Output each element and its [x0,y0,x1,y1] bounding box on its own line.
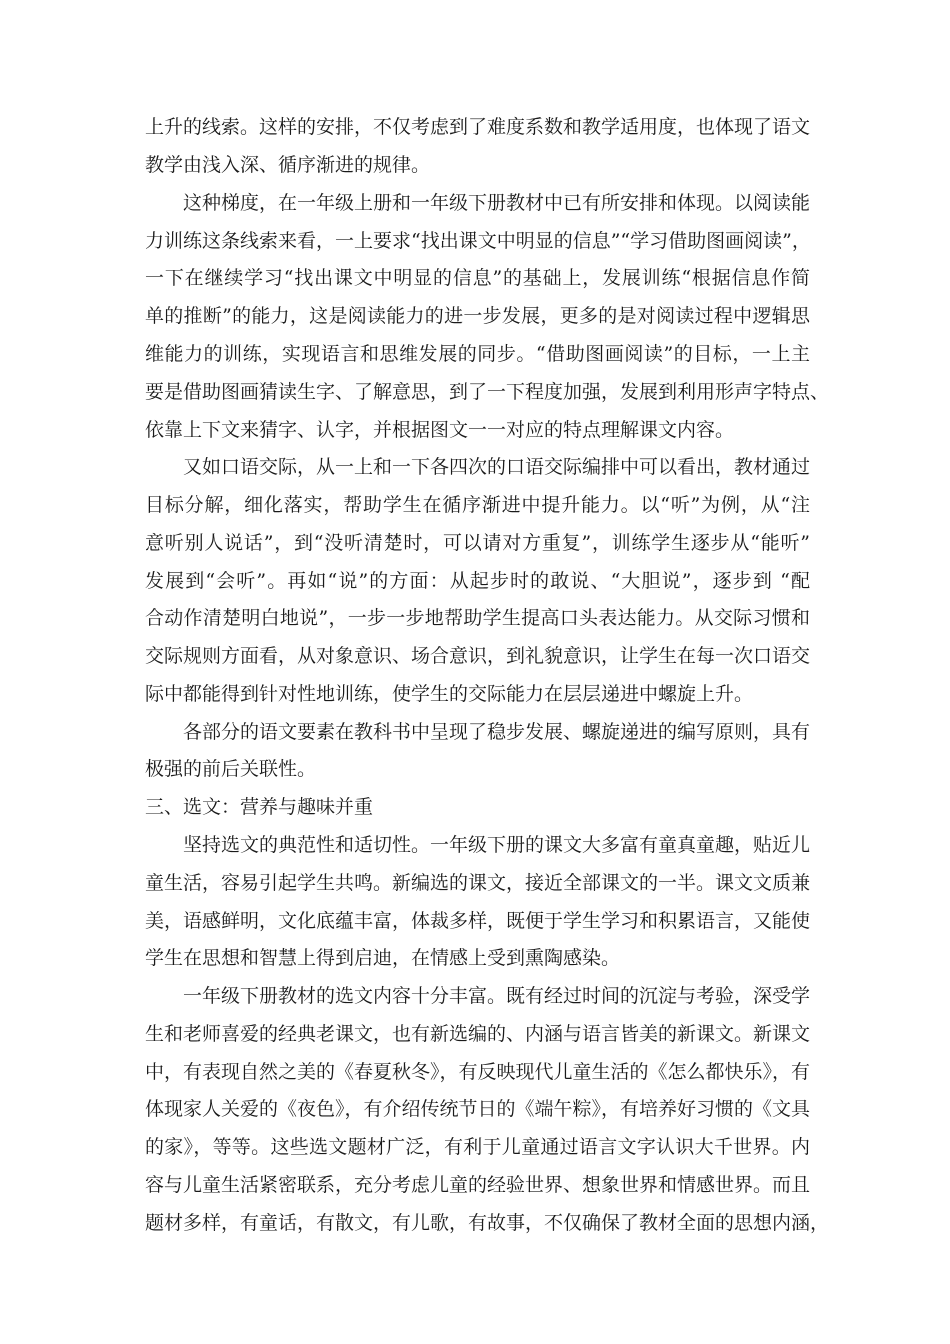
paragraph-line: 的家》，等等。这些选文题材广泛，有利于儿童通过语言文字认识大千世界。内 [145,1136,810,1158]
paragraph-line: 交际规则方面看，从对象意识、场合意识，到礼貌意识，让学生在每一次口语交 [145,645,811,667]
paragraph-line: 题材多样，有童话，有散文，有儿歌，有故事，不仅确保了教材全面的思想内涵， [145,1212,830,1234]
paragraph-line: 一下在继续学习“找出课文中明显的信息”的基础上，发展训练“根据信息作简 [145,267,810,289]
paragraph-line: 教学由浅入深、循序渐进的规律。 [145,154,431,176]
paragraph-line: 要是借助图画猜读生字、了解意思，到了一下程度加强，发展到利用形声字特点、 [145,381,830,403]
section-heading: 三、选文：营养与趣味并重 [145,796,374,818]
paragraph-line: 意听别人说话”，到“没听清楚时，可以请对方重复”，训练学生逐步从“能听” [145,532,810,554]
paragraph-line: 童生活，容易引起学生共鸣。新编选的课文，接近全部课文的一半。课文文质兼 [145,872,811,894]
paragraph-line: 体现家人关爱的《夜色》，有介绍传统节日的《端午粽》，有培养好习惯的《文具 [145,1098,811,1120]
paragraph-line: 美，语感鲜明，文化底蕴丰富，体裁多样，既便于学生学习和积累语言，又能使 [145,910,811,932]
paragraph-first-line: 这种梯度，在一年级上册和一年级下册教材中已有所安排和体现。以阅读能 [183,192,811,214]
paragraph-line: 生和老师喜爱的经典老课文，也有新选编的、内涵与语言皆美的新课文。新课文 [145,1023,811,1045]
paragraph-line: 单的推断”的能力，这是阅读能力的进一步发展，更多的是对阅读过程中逻辑思 [145,305,810,327]
paragraph-line: 发展到“会听”。再如“说”的方面：从起步时的敢说、“大胆说”，逐步到 “配 [145,570,810,592]
paragraph-line: 维能力的训练，实现语言和思维发展的同步。“借助图画阅读”的目标，一上主 [145,343,810,365]
paragraph-line: 力训练这条线索来看，一上要求“找出课文中明显的信息”“学习借助图画阅读”， [145,230,811,252]
paragraph-line: 学生在思想和智慧上得到启迪，在情感上受到熏陶感染。 [145,947,621,969]
paragraph-line: 依靠上下文来猜字、认字，并根据图文一一对应的特点理解课文内容。 [145,419,735,441]
paragraph-line: 目标分解，细化落实，帮助学生在循序渐进中提升能力。以“听”为例，从“注 [145,494,810,516]
paragraph-line: 合动作清楚明白地说”，一步一步地帮助学生提高口头表达能力。从交际习惯和 [145,607,810,629]
paragraph-line: 极强的前后关联性。 [145,758,317,780]
paragraph-line: 际中都能得到针对性地训练，使学生的交际能力在层层递进中螺旋上升。 [145,683,754,705]
paragraph-first-line: 坚持选文的典范性和适切性。一年级下册的课文大多富有童真童趣，贴近儿 [183,834,811,856]
paragraph-first-line: 各部分的语文要素在教科书中呈现了稳步发展、螺旋递进的编写原则，具有 [183,721,811,743]
paragraph-line: 上升的线索。这样的安排，不仅考虑到了难度系数和教学适用度，也体现了语文 [145,116,811,138]
paragraph-line: 中，有表现自然之美的《春夏秋冬》，有反映现代儿童生活的《怎么都快乐》，有 [145,1061,811,1083]
paragraph-first-line: 又如口语交际，从一上和一下各四次的口语交际编排中可以看出，教材通过 [183,456,811,478]
paragraph-line: 容与儿童生活紧密联系，充分考虑儿童的经验世界、想象世界和情感世界。而且 [145,1174,811,1196]
paragraph-first-line: 一年级下册教材的选文内容十分丰富。既有经过时间的沉淀与考验，深受学 [183,985,811,1007]
